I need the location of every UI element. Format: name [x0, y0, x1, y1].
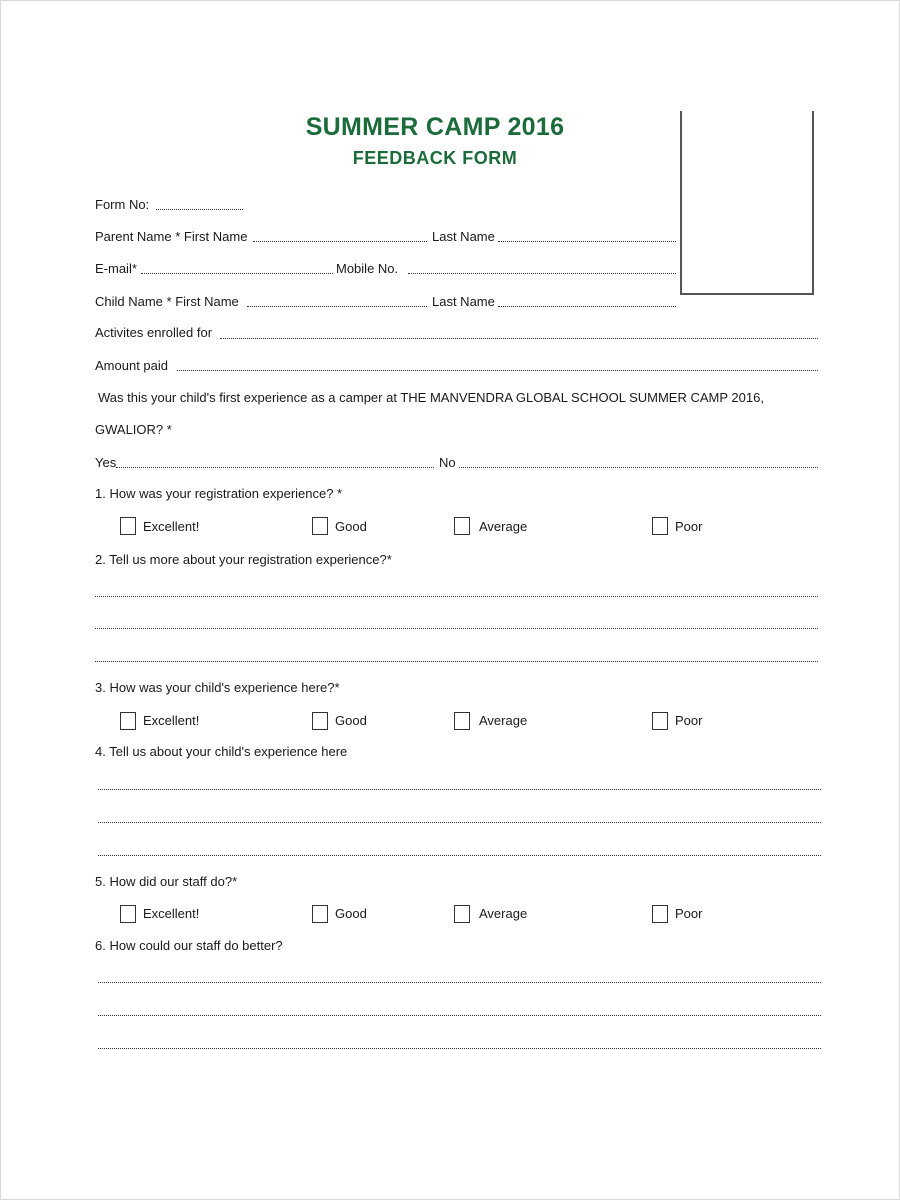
- parent-last-name-line[interactable]: [498, 241, 676, 242]
- q5-excellent-checkbox[interactable]: [120, 905, 136, 923]
- question-3: 3. How was your child's experience here?*: [95, 680, 340, 695]
- q1-poor-checkbox[interactable]: [652, 517, 668, 535]
- yes-label: Yes: [95, 455, 117, 470]
- first-experience-question: Was this your child's first experience as a camper at THE MANVENDRA GLOBAL SCHOOL SUMMER CAMP 2016,: [98, 390, 764, 405]
- form-no-label: Form No:: [95, 197, 150, 212]
- q6-answer-line-1[interactable]: [98, 982, 821, 983]
- q4-answer-line-1[interactable]: [98, 789, 821, 790]
- q5-poor-checkbox[interactable]: [652, 905, 668, 923]
- q1-excellent-checkbox[interactable]: [120, 517, 136, 535]
- mobile-line[interactable]: [408, 273, 676, 274]
- q5-excellent-label: Excellent!: [143, 906, 200, 921]
- activities-line[interactable]: [220, 338, 818, 339]
- q5-average-checkbox[interactable]: [454, 905, 470, 923]
- q4-answer-line-3[interactable]: [98, 855, 821, 856]
- mobile-label: Mobile No.: [336, 261, 399, 276]
- child-first-name-line[interactable]: [247, 306, 427, 307]
- q5-poor-label: Poor: [675, 906, 703, 921]
- activities-label: Activites enrolled for: [95, 325, 213, 340]
- q1-good-label: Good: [335, 519, 367, 534]
- q2-answer-line-3[interactable]: [95, 661, 818, 662]
- question-2: 2. Tell us more about your registration experience?*: [95, 552, 392, 567]
- no-line[interactable]: [459, 467, 818, 468]
- q3-average-checkbox[interactable]: [454, 712, 470, 730]
- q3-excellent-label: Excellent!: [143, 713, 200, 728]
- no-label: No: [439, 455, 456, 470]
- q4-answer-line-2[interactable]: [98, 822, 821, 823]
- amount-label: Amount paid: [95, 358, 168, 373]
- question-1: 1. How was your registration experience? *: [95, 486, 343, 501]
- q3-good-label: Good: [335, 713, 367, 728]
- question-6: 6. How could our staff do better?: [95, 938, 283, 953]
- q5-good-label: Good: [335, 906, 367, 921]
- email-label: E-mail*: [95, 261, 137, 276]
- q5-good-checkbox[interactable]: [312, 905, 328, 923]
- q1-average-checkbox[interactable]: [454, 517, 470, 535]
- form-no-line[interactable]: [156, 209, 243, 210]
- q5-average-label: Average: [479, 906, 528, 921]
- q3-poor-checkbox[interactable]: [652, 712, 668, 730]
- q3-excellent-checkbox[interactable]: [120, 712, 136, 730]
- parent-first-name-label: Parent Name * First Name: [95, 229, 248, 244]
- question-4: 4. Tell us about your child's experience here: [95, 744, 348, 759]
- child-first-name-label: Child Name * First Name: [95, 294, 239, 309]
- form-subtitle: FEEDBACK FORM: [352, 148, 518, 168]
- child-last-name-label: Last Name: [432, 294, 495, 309]
- form-title: SUMMER CAMP 2016: [305, 113, 565, 141]
- q6-answer-line-2[interactable]: [98, 1015, 821, 1016]
- child-last-name-line[interactable]: [498, 306, 676, 307]
- q2-answer-line-2[interactable]: [95, 628, 818, 629]
- q3-poor-label: Poor: [675, 713, 703, 728]
- q2-answer-line-1[interactable]: [95, 596, 818, 597]
- amount-line[interactable]: [177, 370, 818, 371]
- q6-answer-line-3[interactable]: [98, 1048, 821, 1049]
- parent-first-name-line[interactable]: [253, 241, 427, 242]
- yes-line[interactable]: [116, 467, 434, 468]
- q1-average-label: Average: [479, 519, 528, 534]
- q1-good-checkbox[interactable]: [312, 517, 328, 535]
- question-5: 5. How did our staff do?*: [95, 874, 238, 889]
- q1-excellent-label: Excellent!: [143, 519, 200, 534]
- first-experience-question-cont: GWALIOR? *: [95, 422, 172, 437]
- email-line[interactable]: [141, 273, 333, 274]
- q3-good-checkbox[interactable]: [312, 712, 328, 730]
- photo-box: [680, 111, 814, 295]
- q3-average-label: Average: [479, 713, 528, 728]
- parent-last-name-label: Last Name: [432, 229, 495, 244]
- q1-poor-label: Poor: [675, 519, 703, 534]
